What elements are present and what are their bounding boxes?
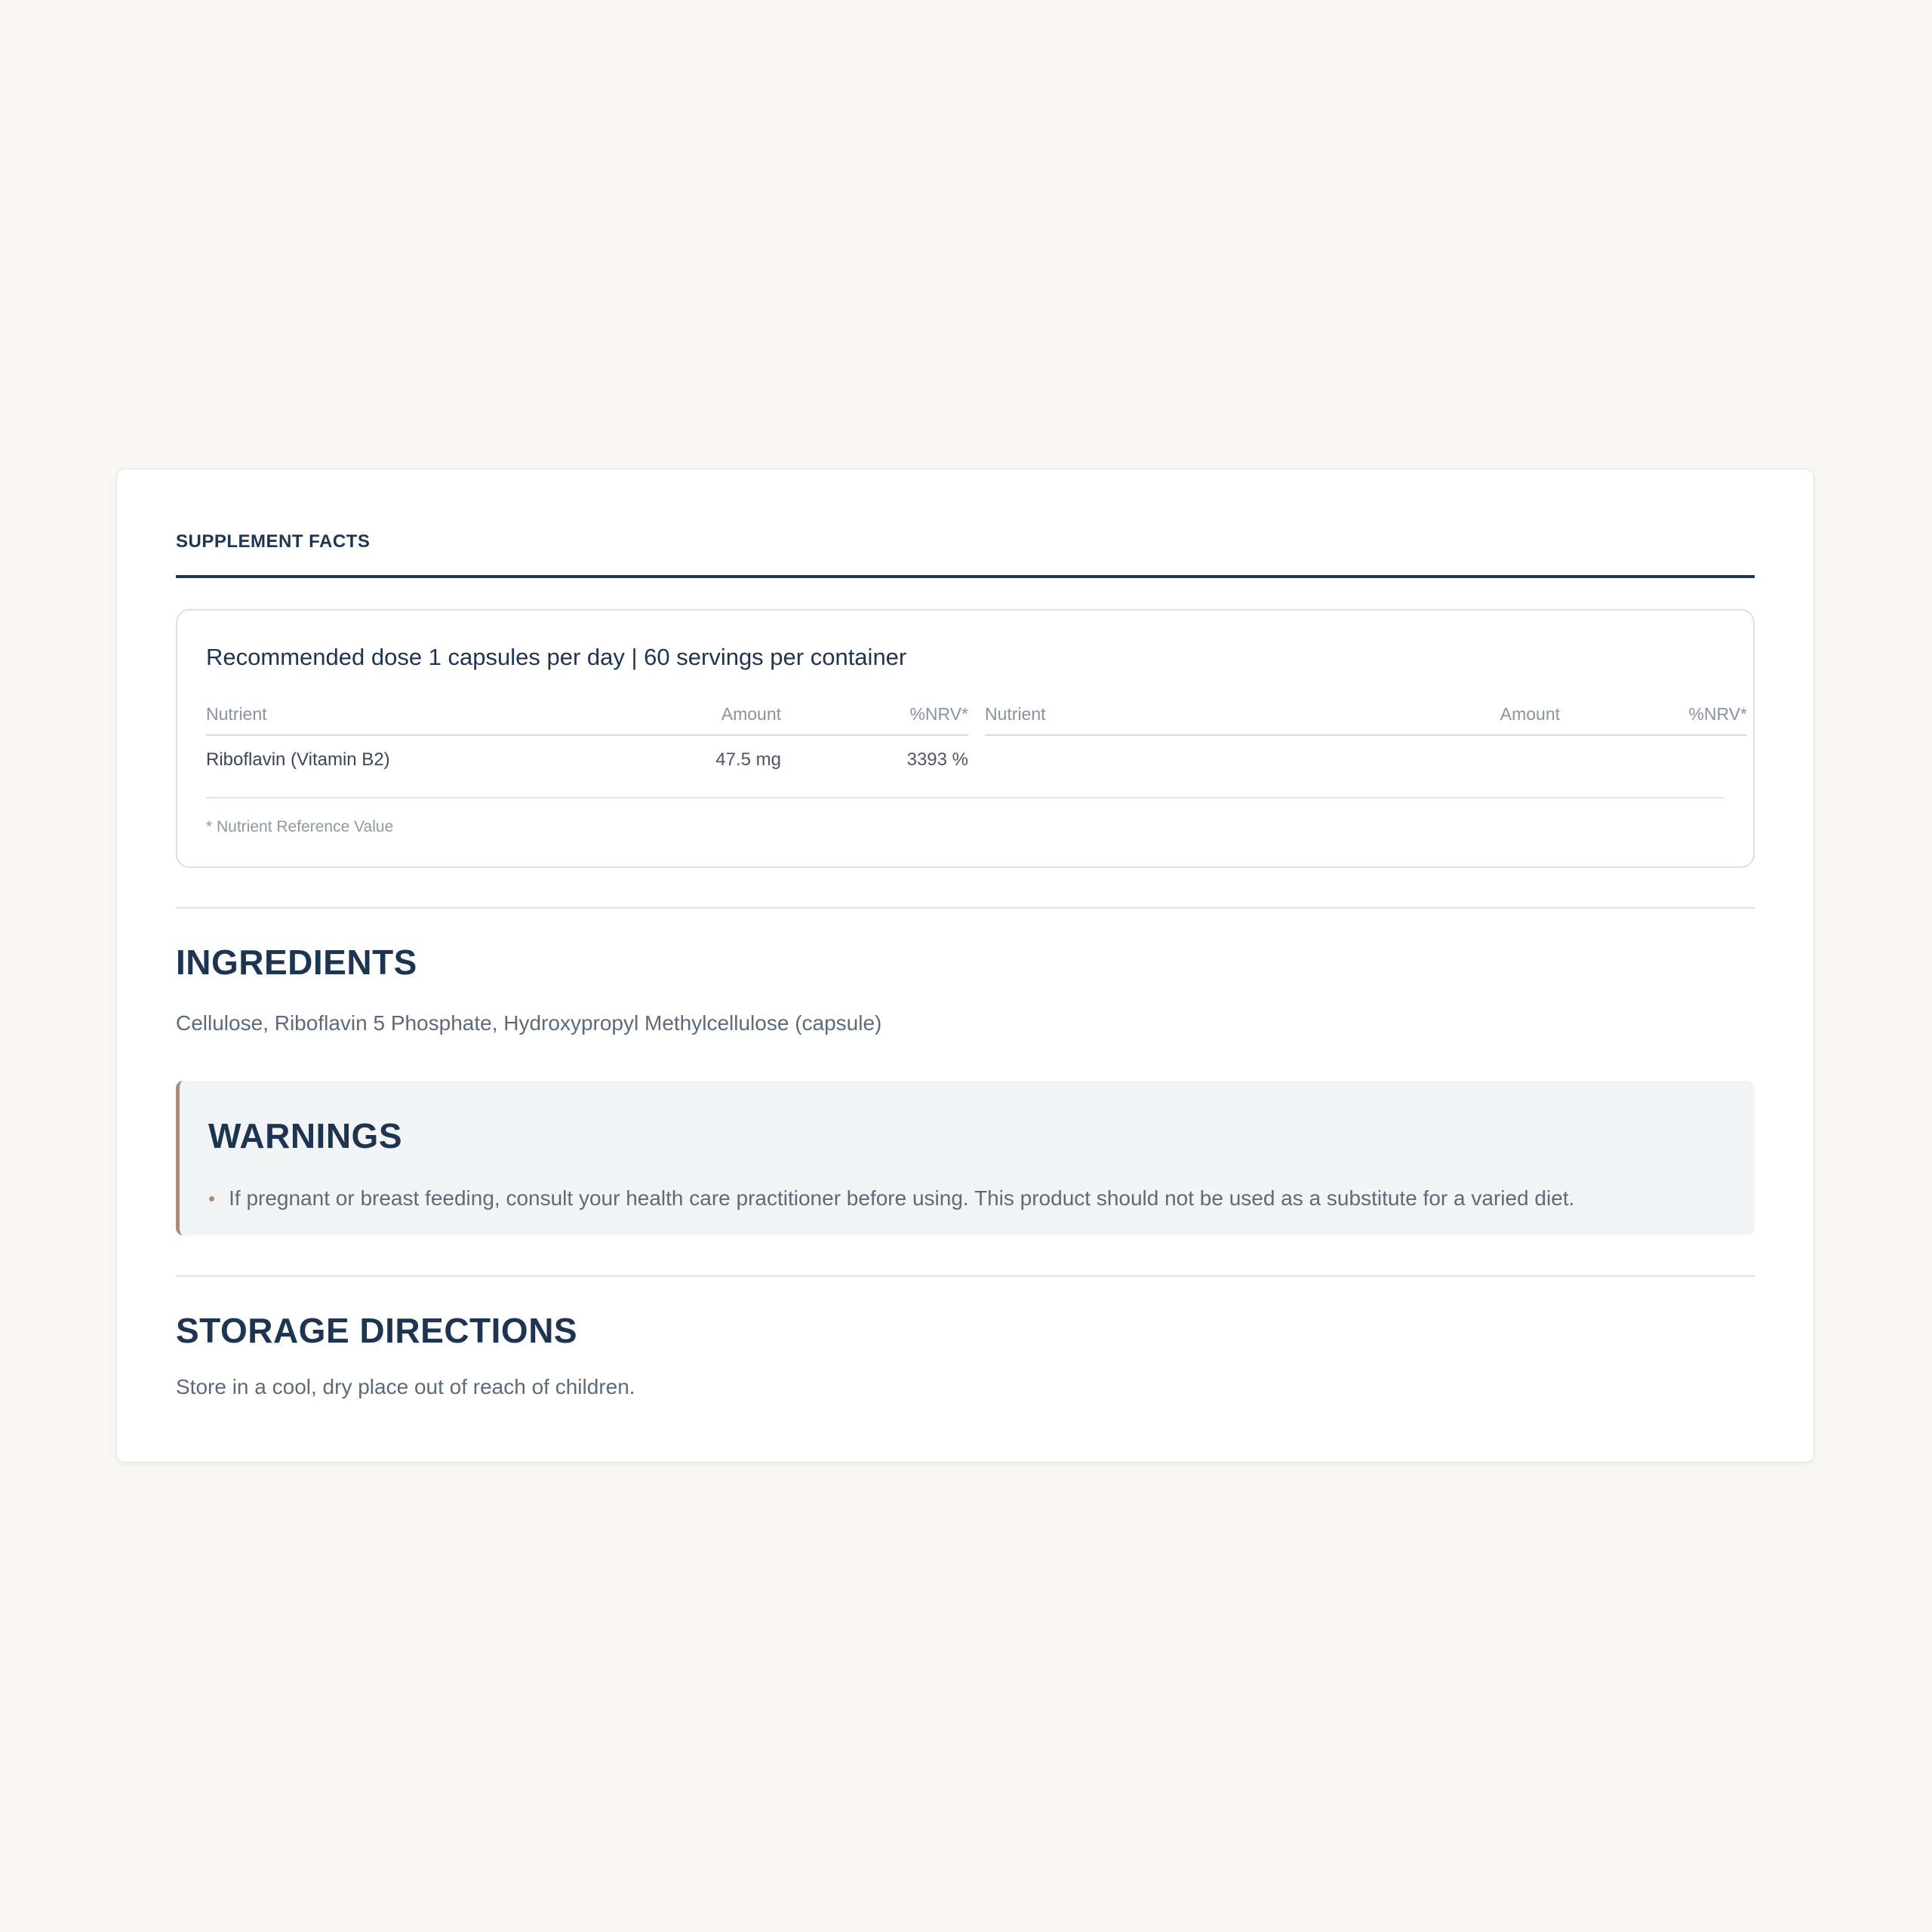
warning-text: If pregnant or breast feeding, consult your health care practitioner before using. This product should not be used as a substitute for a varied diet. xyxy=(229,1186,1575,1210)
header-nrv: %NRV* xyxy=(909,704,968,724)
table-header xyxy=(206,700,968,736)
table-bottom-divider xyxy=(206,797,1724,798)
ingredients-heading: INGREDIENTS xyxy=(176,943,417,982)
table-header xyxy=(985,700,1747,736)
nutrient-table-right xyxy=(985,700,1747,736)
header-nutrient: Nutrient xyxy=(206,704,267,724)
supplement-facts-panel xyxy=(176,609,1755,868)
bullet-icon: • xyxy=(208,1187,216,1210)
section-divider xyxy=(176,1275,1755,1277)
row-nutrient: Riboflavin (Vitamin B2) xyxy=(206,749,390,770)
header-amount: Amount xyxy=(721,704,781,724)
header-nutrient: Nutrient xyxy=(985,704,1046,724)
section-divider xyxy=(176,907,1755,909)
warning-item xyxy=(208,1186,1574,1211)
table-row xyxy=(206,736,968,781)
storage-heading: STORAGE DIRECTIONS xyxy=(176,1311,578,1350)
product-info-card xyxy=(116,469,1814,1463)
row-nrv: 3393 % xyxy=(906,749,968,770)
header-nrv: %NRV* xyxy=(1688,704,1747,724)
nrv-footnote: * Nutrient Reference Value xyxy=(206,818,394,835)
supplement-facts-title: SUPPLEMENT FACTS xyxy=(176,531,371,552)
row-amount: 47.5 mg xyxy=(715,749,781,770)
title-divider xyxy=(176,575,1755,578)
header-amount: Amount xyxy=(1500,704,1560,724)
warnings-heading: WARNINGS xyxy=(208,1116,402,1155)
nutrient-table-left xyxy=(206,700,968,781)
dose-line: Recommended dose 1 capsules per day | 60 servings per container xyxy=(206,644,907,670)
storage-text: Store in a cool, dry place out of reach of children. xyxy=(176,1375,635,1398)
ingredients-text: Cellulose, Riboflavin 5 Phosphate, Hydroxypropyl Methylcellulose (capsule) xyxy=(176,1011,882,1035)
warnings-callout xyxy=(176,1081,1755,1235)
